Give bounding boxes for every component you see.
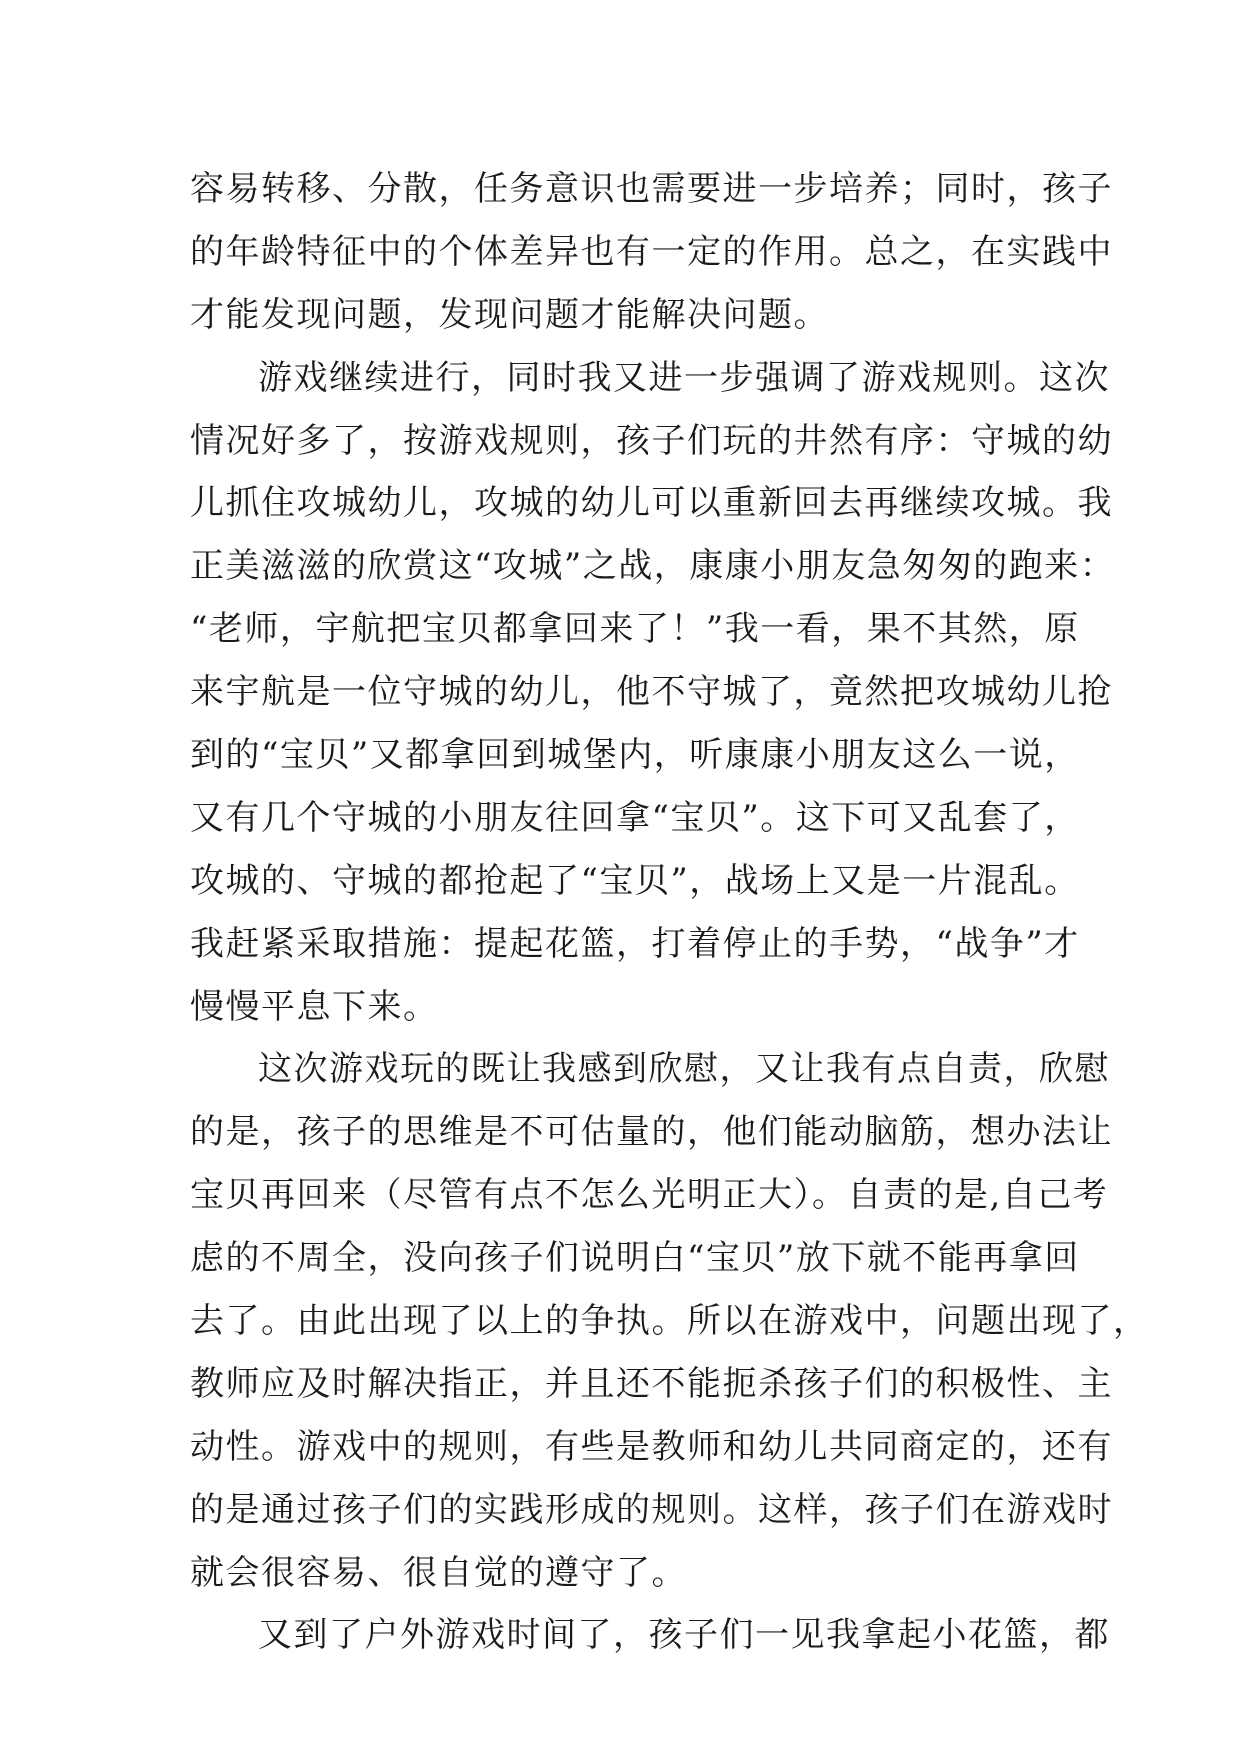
text-line: 就会很容易、很自觉的遵守了。 [190,1552,687,1593]
text-line: 虑的不周全，没向孩子们说明白“宝贝”放下就不能再拿回 [190,1238,1080,1279]
text-line: 的年龄特征中的个体差异也有一定的作用。总之，在实践中 [190,231,1113,272]
paragraph-first-line: 这次游戏玩的既让我感到欣慰，又让我有点自责，欣慰 [258,1049,1110,1090]
paragraph-first-line: 又到了户外游戏时间了，孩子们一见我拿起小花篮，都 [258,1615,1110,1656]
text-line: 我赶紧采取措施：提起花篮，打着停止的手势，“战争”才 [190,923,1080,964]
text-line: 攻城的、守城的都抢起了“宝贝”，战场上又是一片混乱。 [190,860,1080,901]
text-line: 来宇航是一位守城的幼儿，他不守城了，竟然把攻城幼儿抢 [190,672,1113,713]
text-line: 的是通过孩子们的实践形成的规则。这样，孩子们在游戏时 [190,1489,1113,1530]
text-line: 情况好多了，按游戏规则，孩子们玩的井然有序：守城的幼 [190,420,1113,461]
text-line: 教师应及时解决指正，并且还不能扼杀孩子们的积极性、主 [190,1363,1113,1404]
text-line: 儿抓住攻城幼儿，攻城的幼儿可以重新回去再继续攻城。我 [190,483,1113,524]
text-line: 的是，孩子的思维是不可估量的，他们能动脑筋，想办法让 [190,1112,1113,1153]
text-line: 才能发现问题，发现问题才能解决问题。 [190,294,829,335]
text-line: 宝贝再回来（尽管有点不怎么光明正大）。自责的是,自己考 [190,1175,1109,1216]
paragraph-first-line: 游戏继续进行，同时我又进一步强调了游戏规则。这次 [258,357,1110,398]
text-line: 动性。游戏中的规则，有些是教师和幼儿共同商定的，还有 [190,1426,1113,1467]
text-line: 正美滋滋的欣赏这“攻城”之战，康康小朋友急匆匆的跑来： [190,546,1116,587]
text-line: 容易转移、分散，任务意识也需要进一步培养；同时，孩子 [190,169,1113,209]
text-line: 去了。由此出现了以上的争执。所以在游戏中，问题出现了， [190,1301,1149,1342]
text-line: 又有几个守城的小朋友往回拿“宝贝”。这下可又乱套了， [190,797,1080,838]
text-line: 慢慢平息下来。 [190,986,439,1027]
body-text [190,158,1149,1667]
text-line: “老师，宇航把宝贝都拿回来了！”我一看，果不其然，原 [190,609,1080,650]
text-line: 到的“宝贝”又都拿回到城堡内，听康康小朋友这么一说， [190,735,1080,776]
